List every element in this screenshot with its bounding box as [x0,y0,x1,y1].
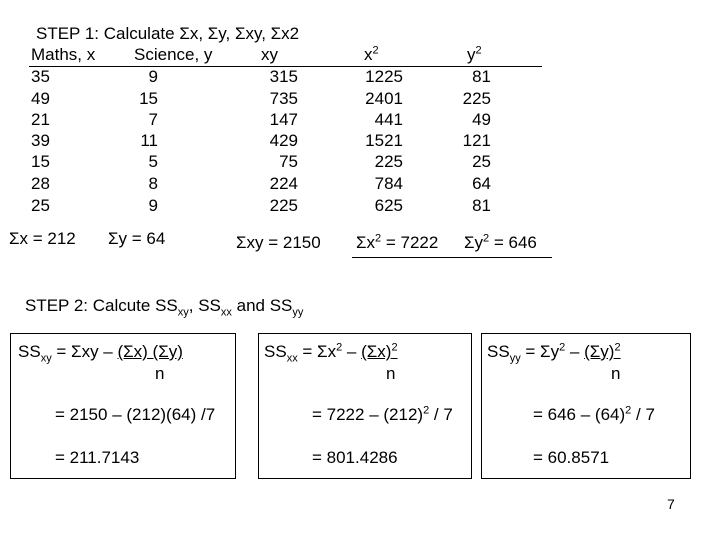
cell-x2: 441 [374,110,403,129]
cell-y: 9 [148,196,158,215]
ssxx-substitution: = $7222 - (212)^2 / 7$ [312,404,453,424]
cell-y2: 49 [472,110,491,129]
cell-x2: 1521 [365,131,403,150]
cell-x: 21 [31,110,50,129]
cell-y2: 81 [472,196,491,215]
cell-x2: 625 [374,196,403,215]
cell-xy: 224 [269,174,298,193]
header-y-squared: $y^2$ [467,44,482,64]
cell-y2: 121 [462,131,491,150]
ssxy-denominator: n [155,364,165,383]
cell-x: 25 [31,196,50,215]
header-xy: xy [261,45,278,64]
sum-xy: Σxy = 2150 [236,233,321,252]
page-number: 7 [667,496,675,512]
sums-rule [352,257,552,258]
sum-y: Σy = 64 [108,229,166,248]
step2-title: STEP 2: Calcute $SS_{xy}$, $SS_{xx}$ and $SS_{yy}$ [25,296,304,319]
cell-y2: 64 [472,174,491,193]
ssyy-formula: $SS_{yy} = \Sigma y^2 - (\Sigma y)^2$ [487,341,621,365]
cell-x2: 784 [374,174,403,193]
cell-y: 15 [139,89,158,108]
cell-x: 49 [31,89,50,108]
ssxy-substitution: = 2150 – (212)(64) /7 [55,405,216,424]
cell-xy: 315 [269,67,298,86]
ssyy-substitution: = $646 - (64)^2 / 7$ [533,404,655,424]
sum-x: Σx = 212 [9,229,76,248]
cell-y2: 225 [462,89,491,108]
cell-xy: 735 [269,89,298,108]
cell-y: 5 [148,152,158,171]
cell-x: 28 [31,174,50,193]
cell-y: 9 [148,67,158,86]
cell-x: 35 [31,67,50,86]
cell-y: 7 [148,110,158,129]
cell-xy: 429 [269,131,298,150]
cell-x2: 225 [374,152,403,171]
cell-xy: 75 [279,152,298,171]
cell-y2: 81 [472,67,491,86]
ssxx-result: = 801.4286 [312,448,398,467]
ssxy-result: = 211.7143 [55,448,140,467]
cell-y2: 25 [472,152,491,171]
header-x-squared: $x^2$ [364,44,379,64]
header-maths-x: Maths, x [31,45,96,64]
cell-x2: 2401 [365,89,403,108]
cell-x2: 1225 [365,67,403,86]
ssxx-denominator: n [386,364,396,383]
cell-y: 11 [140,131,158,150]
ssyy-result: = 60.8571 [533,448,610,467]
step1-title: STEP 1: Calculate Σx, Σy, Σxy, Σx2 [36,24,300,43]
ssxx-formula: $SS_{xx} = \Sigma x^2 - (\Sigma x)^2$ [264,341,398,365]
cell-x: 15 [31,152,50,171]
sum-y-squared: $\Sigma y^2 = 646$ [464,232,537,252]
cell-y: 8 [148,174,158,193]
ssxy-formula: $SS_{xy} = \Sigma xy - (\Sigma x)$ (Σy) [18,342,183,365]
cell-xy: 225 [269,196,298,215]
cell-xy: 147 [269,110,298,129]
sum-x-squared: $\Sigma x^2 = 7222$ [356,232,439,252]
ssyy-denominator: n [611,364,621,383]
cell-x: 39 [31,131,50,150]
header-science-y: Science, y [134,45,213,64]
